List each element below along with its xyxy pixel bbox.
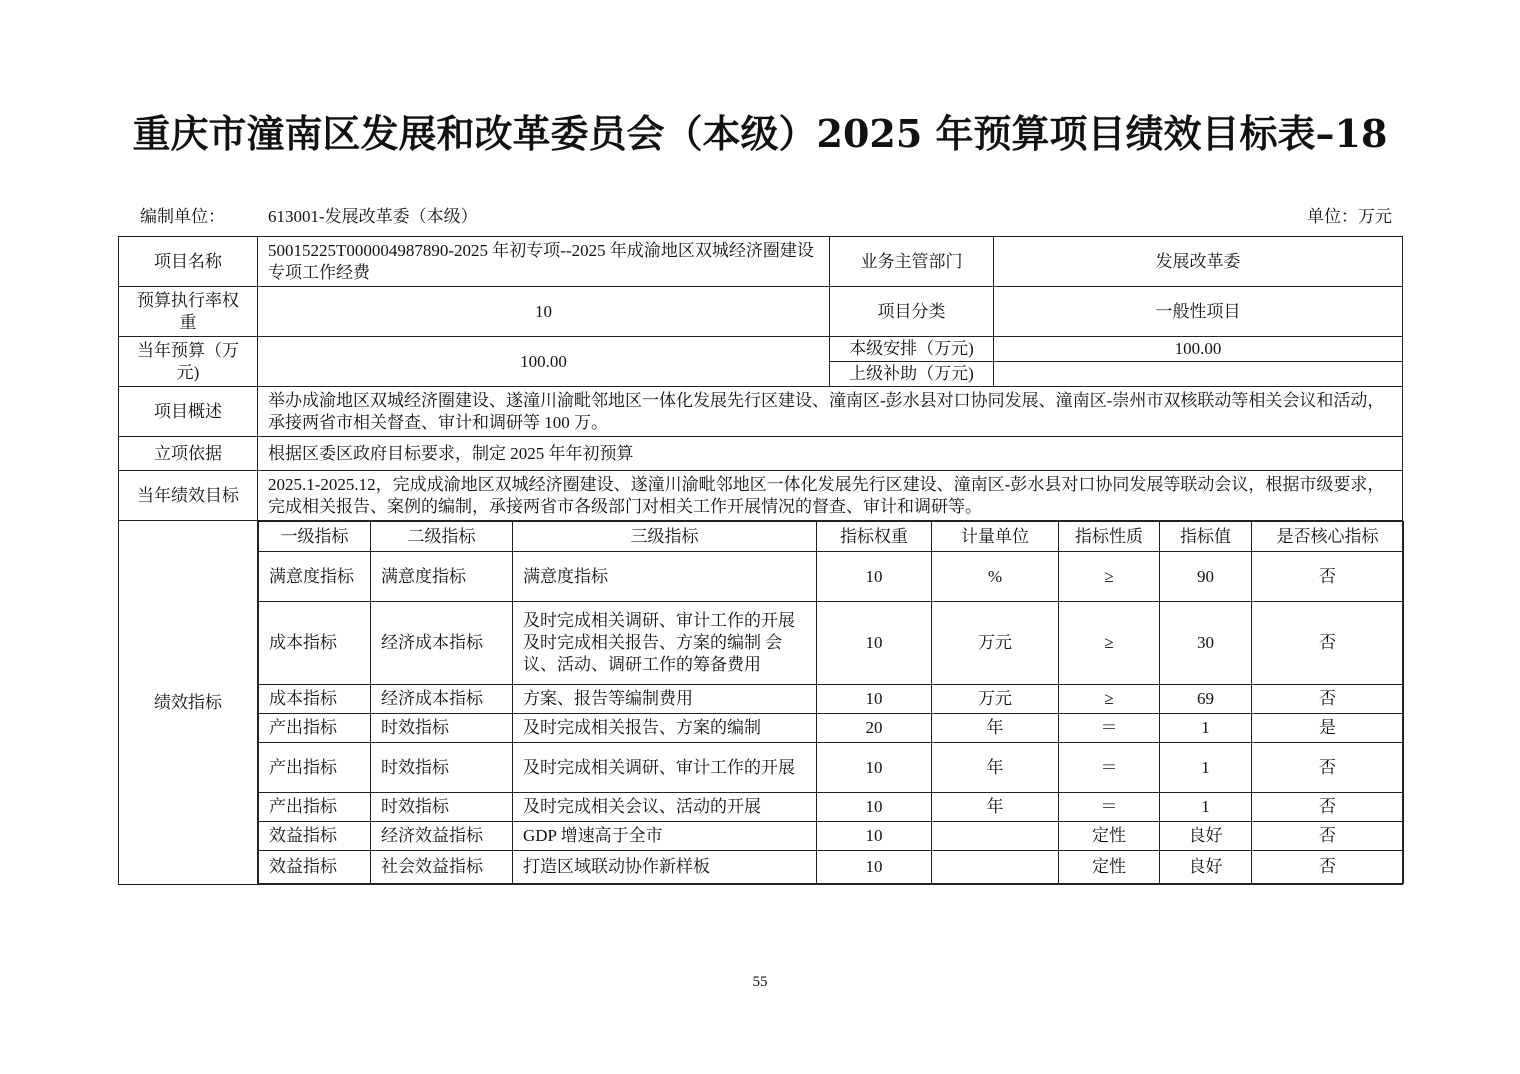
- indicator-cell: 定性: [1059, 822, 1160, 851]
- indicator-cell: 否: [1252, 851, 1404, 884]
- indicator-cell: 10: [817, 822, 932, 851]
- indicator-cell: 产出指标: [259, 714, 371, 743]
- indicator-cell: 万元: [932, 602, 1059, 685]
- indicator-cell: [932, 822, 1059, 851]
- budget-value: 100.00: [258, 337, 830, 387]
- indicator-cell: ≥: [1059, 685, 1160, 714]
- indicator-cell: 时效指标: [371, 743, 513, 793]
- indicator-cell: 1: [1160, 743, 1252, 793]
- indicators-header-cell: 二级指标: [371, 522, 513, 552]
- indicator-cell: 年: [932, 743, 1059, 793]
- indicator-cell: 10: [817, 602, 932, 685]
- goal-value: 2025.1-2025.12，完成成渝地区双城经济圈建设、遂潼川渝毗邻地区一体化发展先行区建设、潼南区-彭水县对口协同发展等联动会议，根据市级要求，完成相关报告、案例的编制，承接两省市各级部门对相关工作开展情况的督查、审计和调研等。: [258, 471, 1403, 521]
- budget-label: 当年预算（万元): [119, 337, 258, 387]
- indicator-cell: 时效指标: [371, 714, 513, 743]
- indicator-cell: 方案、报告等编制费用: [513, 685, 817, 714]
- indicator-cell: 成本指标: [259, 685, 371, 714]
- overview-value: 举办成渝地区双城经济圈建设、遂潼川渝毗邻地区一体化发展先行区建设、潼南区-彭水县对口协同发展、潼南区-崇州市双核联动等相关会议和活动，承接两省市相关督查、审计和调研等 100 万。: [258, 387, 1403, 437]
- indicators-header-cell: 指标权重: [817, 522, 932, 552]
- local-budget-value: 100.00: [994, 337, 1403, 362]
- indicator-cell: 良好: [1160, 851, 1252, 884]
- indicator-cell: 及时完成相关调研、审计工作的开展: [513, 743, 817, 793]
- currency-unit: 单位：万元: [1307, 207, 1392, 226]
- indicator-cell: 年: [932, 793, 1059, 822]
- project-name-value: 50015225T000004987890-2025 年初专项--2025 年成渝地区双城经济圈建设专项工作经费: [258, 237, 830, 287]
- overview-label: 项目概述: [119, 387, 258, 437]
- indicator-cell: 打造区域联动协作新样板: [513, 851, 817, 884]
- indicator-cell: 定性: [1059, 851, 1160, 884]
- indicators-header-cell: 一级指标: [259, 522, 371, 552]
- indicator-cell: 满意度指标: [259, 552, 371, 602]
- indicator-cell: 万元: [932, 685, 1059, 714]
- indicator-cell: 10: [817, 851, 932, 884]
- indicator-cell: 否: [1252, 685, 1404, 714]
- indicator-cell: 效益指标: [259, 851, 371, 884]
- table-row: [259, 552, 1404, 602]
- performance-table: [118, 236, 1403, 885]
- table-row: [259, 743, 1404, 793]
- indicators-header-row: [259, 522, 1404, 552]
- indicator-cell: 经济成本指标: [371, 602, 513, 685]
- indicators-header-cell: 指标性质: [1059, 522, 1160, 552]
- indicator-cell: 年: [932, 714, 1059, 743]
- indicator-cell: 30: [1160, 602, 1252, 685]
- indicators-header-cell: 三级指标: [513, 522, 817, 552]
- indicator-cell: 效益指标: [259, 822, 371, 851]
- page-title: 重庆市潼南区发展和改革委员会（本级）2025 年预算项目绩效目标表–18: [132, 111, 1388, 156]
- indicator-cell: 否: [1252, 822, 1404, 851]
- category-value: 一般性项目: [994, 287, 1403, 337]
- indicator-cell: [932, 851, 1059, 884]
- indicator-cell: 满意度指标: [513, 552, 817, 602]
- indicator-cell: ＝: [1059, 714, 1160, 743]
- indicator-cell: 否: [1252, 602, 1404, 685]
- indicator-cell: 否: [1252, 743, 1404, 793]
- indicator-cell: 10: [817, 743, 932, 793]
- indicator-cell: 产出指标: [259, 743, 371, 793]
- indicator-cell: 及时完成相关报告、方案的编制: [513, 714, 817, 743]
- table-row: [259, 793, 1404, 822]
- table-row: [259, 851, 1404, 884]
- indicator-cell: 产出指标: [259, 793, 371, 822]
- indicator-cell: ＝: [1059, 793, 1160, 822]
- indicator-cell: 时效指标: [371, 793, 513, 822]
- goal-label: 当年绩效目标: [119, 471, 258, 521]
- compiling-unit-label: 编制单位：: [140, 207, 225, 226]
- indicator-cell: ≥: [1059, 602, 1160, 685]
- weight-value: 10: [258, 287, 830, 337]
- indicator-cell: 90: [1160, 552, 1252, 602]
- indicator-cell: ≥: [1059, 552, 1160, 602]
- indicator-cell: 20: [817, 714, 932, 743]
- dept-label: 业务主管部门: [830, 237, 994, 287]
- indicator-cell: 及时完成相关会议、活动的开展: [513, 793, 817, 822]
- basis-value: 根据区委区政府目标要求，制定 2025 年年初预算: [258, 437, 1403, 471]
- indicator-cell: %: [932, 552, 1059, 602]
- indicator-cell: 10: [817, 552, 932, 602]
- page-number: 55: [752, 974, 768, 990]
- indicator-cell: 否: [1252, 552, 1404, 602]
- indicator-cell: 经济效益指标: [371, 822, 513, 851]
- indicator-cell: 1: [1160, 793, 1252, 822]
- indicator-cell: 69: [1160, 685, 1252, 714]
- indicators-header-cell: 是否核心指标: [1252, 522, 1404, 552]
- indicators-section-label: 绩效指标: [119, 521, 258, 885]
- indicators-table: [258, 521, 1404, 884]
- indicators-header-cell: 计量单位: [932, 522, 1059, 552]
- upper-subsidy-label: 上级补助（万元): [830, 362, 994, 387]
- table-row: [259, 602, 1404, 685]
- indicators-header-cell: 指标值: [1160, 522, 1252, 552]
- upper-subsidy-value: [994, 362, 1403, 387]
- indicator-cell: 成本指标: [259, 602, 371, 685]
- indicator-cell: 满意度指标: [371, 552, 513, 602]
- project-name-label: 项目名称: [119, 237, 258, 287]
- indicator-cell: ＝: [1059, 743, 1160, 793]
- indicator-cell: 10: [817, 793, 932, 822]
- indicator-cell: 良好: [1160, 822, 1252, 851]
- table-row: [259, 685, 1404, 714]
- indicator-cell: 是: [1252, 714, 1404, 743]
- indicator-cell: 否: [1252, 793, 1404, 822]
- table-row: [259, 714, 1404, 743]
- category-label: 项目分类: [830, 287, 994, 337]
- compiling-unit-value: 613001-发展改革委（本级）: [268, 207, 478, 226]
- indicator-cell: 及时完成相关调研、审计工作的开展 及时完成相关报告、方案的编制 会议、活动、调研工作的筹备费用: [513, 602, 817, 685]
- compiling-unit: [140, 202, 478, 227]
- indicator-cell: 社会效益指标: [371, 851, 513, 884]
- basis-label: 立项依据: [119, 437, 258, 471]
- dept-value: 发展改革委: [994, 237, 1403, 287]
- indicator-cell: GDP 增速高于全市: [513, 822, 817, 851]
- indicator-cell: 1: [1160, 714, 1252, 743]
- table-row: [259, 822, 1404, 851]
- indicator-cell: 10: [817, 685, 932, 714]
- local-budget-label: 本级安排（万元): [830, 337, 994, 362]
- weight-label: 预算执行率权重: [119, 287, 258, 337]
- indicator-cell: 经济成本指标: [371, 685, 513, 714]
